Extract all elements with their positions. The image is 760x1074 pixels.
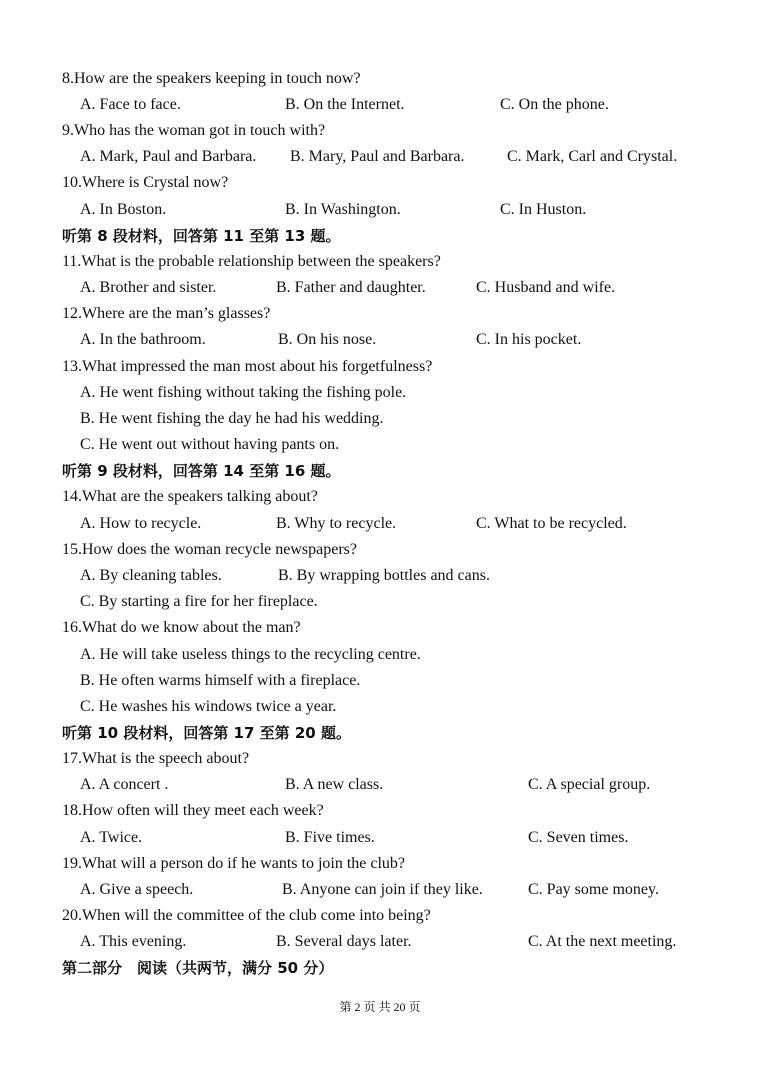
question-stem: 10.Where is Crystal now? xyxy=(62,174,229,191)
question-stem: 19.What will a person do if he wants to join the club? xyxy=(62,855,406,872)
question-19 xyxy=(0,852,760,876)
option-c: C. Mark, Carl and Crystal. xyxy=(507,148,678,165)
option-a: A. In the bathroom. xyxy=(80,331,206,348)
option-a: A. Mark, Paul and Barbara. xyxy=(80,148,257,165)
option-b: B. Father and daughter. xyxy=(276,279,426,296)
section-heading-3 xyxy=(0,721,760,745)
option-b: B. On the Internet. xyxy=(285,96,405,113)
option-c: C. He went out without having pants on. xyxy=(80,436,340,453)
option-a: A. In Boston. xyxy=(80,201,167,218)
option-16c xyxy=(0,695,760,719)
question-17 xyxy=(0,747,760,771)
question-10 xyxy=(0,171,760,195)
section-heading: 听第 8 段材料，回答第 11 至第 13 题。 xyxy=(62,227,341,245)
options-15 xyxy=(0,564,760,588)
option-a: A. By cleaning tables. xyxy=(80,567,222,584)
option-b: B. Anyone can join if they like. xyxy=(282,881,483,898)
option-c: C. In Huston. xyxy=(500,201,587,218)
option-b: B. Five times. xyxy=(285,829,375,846)
option-b: B. Mary, Paul and Barbara. xyxy=(290,148,465,165)
options-17 xyxy=(0,773,760,797)
question-16 xyxy=(0,616,760,640)
section-heading-1 xyxy=(0,224,760,248)
option-c: C. In his pocket. xyxy=(476,331,582,348)
option-b: B. A new class. xyxy=(285,776,384,793)
option-b: B. By wrapping bottles and cans. xyxy=(278,567,490,584)
option-b: B. He often warms himself with a fireplace. xyxy=(80,672,361,689)
question-8 xyxy=(0,67,760,91)
question-stem: 20.When will the committee of the club come into being? xyxy=(62,907,431,924)
option-16a xyxy=(0,643,760,667)
option-13c xyxy=(0,433,760,457)
page-footer: 第 2 页 共 20 页 xyxy=(339,1000,421,1014)
option-b: B. He went fishing the day he had his wedding. xyxy=(80,410,384,427)
option-16b xyxy=(0,669,760,693)
option-a: A. A concert . xyxy=(80,776,169,793)
option-c: C. At the next meeting. xyxy=(528,933,677,950)
part-two-heading: 第二部分 阅读（共两节，满分 50 分） xyxy=(62,959,334,977)
question-stem: 14.What are the speakers talking about? xyxy=(62,488,318,505)
options-11 xyxy=(0,276,760,300)
option-b: B. Several days later. xyxy=(276,933,412,950)
question-9 xyxy=(0,119,760,143)
option-c: C. Pay some money. xyxy=(528,881,659,898)
option-a: A. This evening. xyxy=(80,933,187,950)
question-stem: 18.How often will they meet each week? xyxy=(62,802,324,819)
option-c: C. By starting a fire for her fireplace. xyxy=(80,593,318,610)
question-stem: 16.What do we know about the man? xyxy=(62,619,301,636)
question-14 xyxy=(0,485,760,509)
question-15 xyxy=(0,538,760,562)
option-c: C. Seven times. xyxy=(528,829,629,846)
question-stem: 15.How does the woman recycle newspapers? xyxy=(62,541,358,558)
option-b: B. On his nose. xyxy=(278,331,377,348)
question-stem: 13.What impressed the man most about his forgetfulness? xyxy=(62,358,433,375)
option-a: A. Give a speech. xyxy=(80,881,194,898)
option-a: A. Face to face. xyxy=(80,96,181,113)
section-heading: 听第 10 段材料，回答第 17 至第 20 题。 xyxy=(62,724,351,742)
question-stem: 8.How are the speakers keeping in touch now? xyxy=(62,70,361,87)
question-13 xyxy=(0,355,760,379)
option-c: C. What to be recycled. xyxy=(476,515,627,532)
question-stem: 12.Where are the man’s glasses? xyxy=(62,305,271,322)
option-c: C. On the phone. xyxy=(500,96,609,113)
option-a: A. Brother and sister. xyxy=(80,279,217,296)
option-13b xyxy=(0,407,760,431)
section-heading: 听第 9 段材料，回答第 14 至第 16 题。 xyxy=(62,462,341,480)
option-15c xyxy=(0,590,760,614)
options-9 xyxy=(0,145,760,169)
option-c: C. A special group. xyxy=(528,776,651,793)
option-b: B. Why to recycle. xyxy=(276,515,397,532)
option-a: A. He will take useless things to the recycling centre. xyxy=(80,646,421,663)
part-heading xyxy=(0,956,760,980)
option-c: C. He washes his windows twice a year. xyxy=(80,698,337,715)
question-stem: 11.What is the probable relationship between the speakers? xyxy=(62,253,441,270)
option-a: A. How to recycle. xyxy=(80,515,202,532)
options-8 xyxy=(0,93,760,117)
option-a: A. Twice. xyxy=(80,829,143,846)
question-12 xyxy=(0,302,760,326)
option-a: A. He went fishing without taking the fishing pole. xyxy=(80,384,407,401)
options-12 xyxy=(0,328,760,352)
question-11 xyxy=(0,250,760,274)
question-20 xyxy=(0,904,760,928)
options-10 xyxy=(0,198,760,222)
options-20 xyxy=(0,930,760,954)
option-13a xyxy=(0,381,760,405)
question-stem: 17.What is the speech about? xyxy=(62,750,250,767)
question-18 xyxy=(0,799,760,823)
options-14 xyxy=(0,512,760,536)
option-b: B. In Washington. xyxy=(285,201,401,218)
option-c: C. Husband and wife. xyxy=(476,279,616,296)
options-19 xyxy=(0,878,760,902)
section-heading-2 xyxy=(0,459,760,483)
options-18 xyxy=(0,826,760,850)
question-stem: 9.Who has the woman got in touch with? xyxy=(62,122,326,139)
